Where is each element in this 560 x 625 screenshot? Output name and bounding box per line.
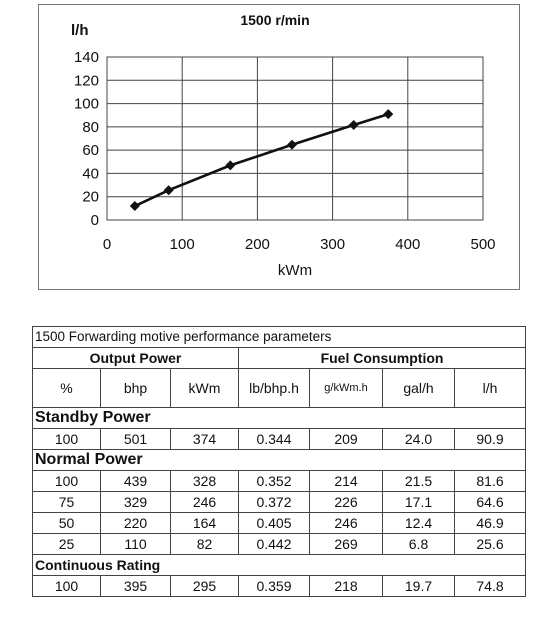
table-cell: 74.8: [455, 576, 526, 597]
x-tick-label: 400: [395, 236, 421, 253]
section-row-normal-power: [33, 450, 526, 471]
table-cell: 25: [33, 534, 101, 555]
data-point: [287, 140, 297, 150]
table-cell: 269: [310, 534, 383, 555]
unit-header-row: [33, 369, 526, 408]
table-cell: 0.405: [239, 513, 310, 534]
table-cell: 24.0: [383, 429, 455, 450]
fuel-consumption-header: Fuel Consumption: [239, 348, 526, 369]
unit-header-l-h: l/h: [455, 369, 526, 408]
table-cell: 82: [171, 534, 239, 555]
table-cell: 501: [101, 429, 171, 450]
unit-header-percent: %: [33, 369, 101, 408]
y-tick-label: 140: [73, 49, 99, 66]
table-cell: 75: [33, 492, 101, 513]
table-cell: 220: [101, 513, 171, 534]
plot-area: [107, 57, 483, 220]
table-cell: 246: [171, 492, 239, 513]
table-cell: 46.9: [455, 513, 526, 534]
table-title-row: [33, 327, 526, 348]
table-cell: 226: [310, 492, 383, 513]
y-tick-label: 60: [82, 142, 99, 160]
table-cell: 0.372: [239, 492, 310, 513]
section-label-continuous-rating: Continuous Rating: [33, 555, 526, 576]
table-cell: 209: [310, 429, 383, 450]
table-cell: 100: [33, 576, 101, 597]
x-tick-label: 300: [320, 236, 346, 253]
data-point: [349, 120, 359, 130]
performance-table: [32, 326, 526, 597]
table-cell: 25.6: [455, 534, 526, 555]
chart-title: 1500 r/min: [240, 12, 310, 28]
table-cell: 100: [33, 429, 101, 450]
fuel-consumption-chart: [39, 5, 521, 291]
x-tick-label: 500: [470, 236, 496, 253]
table-cell: 0.344: [239, 429, 310, 450]
y-tick-label: 0: [90, 212, 99, 229]
table-cell: 395: [101, 576, 171, 597]
data-point: [130, 201, 140, 211]
unit-header-kwm: kWm: [171, 369, 239, 408]
table-cell: 19.7: [383, 576, 455, 597]
y-tick-label: 100: [73, 95, 99, 113]
y-tick-label: 40: [82, 165, 99, 183]
table-cell: 374: [171, 429, 239, 450]
unit-header-bhp: bhp: [101, 369, 171, 408]
table-cell: 328: [171, 471, 239, 492]
section-label-standby-power: Standby Power: [33, 408, 526, 429]
table-cell: 100: [33, 471, 101, 492]
table-cell: 17.1: [383, 492, 455, 513]
y-axis-label: l/h: [71, 22, 89, 39]
chart-panel: [38, 4, 520, 290]
table-cell: 164: [171, 513, 239, 534]
data-point: [383, 109, 393, 119]
table-cell: 295: [171, 576, 239, 597]
table-cell: 90.9: [455, 429, 526, 450]
table-cell: 439: [101, 471, 171, 492]
table-cell: 81.6: [455, 471, 526, 492]
table-row: [33, 576, 526, 597]
x-axis-label: kWm: [277, 262, 313, 279]
table-row: [33, 513, 526, 534]
table-cell: 64.6: [455, 492, 526, 513]
table-row: [33, 534, 526, 555]
table-cell: 110: [101, 534, 171, 555]
unit-header-lb-bhp-h: lb/bhp.h: [239, 369, 310, 408]
table-cell: 0.352: [239, 471, 310, 492]
y-tick-label: 20: [82, 188, 99, 206]
unit-header-gal-h: gal/h: [383, 369, 455, 408]
table-cell: 246: [310, 513, 383, 534]
section-label-normal-power: Normal Power: [33, 450, 526, 471]
output-power-header: Output Power: [33, 348, 239, 369]
x-tick-label: 100: [169, 236, 195, 253]
table-row: [33, 429, 526, 450]
x-tick-label: 200: [244, 236, 270, 253]
data-point: [225, 160, 235, 170]
series-line: [135, 114, 388, 206]
unit-header-g-kwm-h: g/kWm.h: [310, 369, 383, 408]
y-tick-label: 80: [82, 118, 99, 136]
table-cell: 0.359: [239, 576, 310, 597]
table-cell: 329: [101, 492, 171, 513]
y-tick-label: 120: [73, 72, 99, 90]
section-row-continuous-rating: [33, 555, 526, 576]
table-title: 1500 Forwarding motive performance parameters: [33, 327, 526, 348]
table-cell: 218: [310, 576, 383, 597]
x-tick-label: 0: [102, 236, 112, 253]
performance-table-container: [32, 326, 525, 597]
table-row: [33, 492, 526, 513]
group-header-row: [33, 348, 526, 369]
table-cell: 21.5: [383, 471, 455, 492]
table-cell: 214: [310, 471, 383, 492]
section-row-standby-power: [33, 408, 526, 429]
table-cell: 12.4: [383, 513, 455, 534]
table-row: [33, 471, 526, 492]
table-cell: 50: [33, 513, 101, 534]
table-cell: 0.442: [239, 534, 310, 555]
table-cell: 6.8: [383, 534, 455, 555]
data-point: [164, 185, 174, 195]
